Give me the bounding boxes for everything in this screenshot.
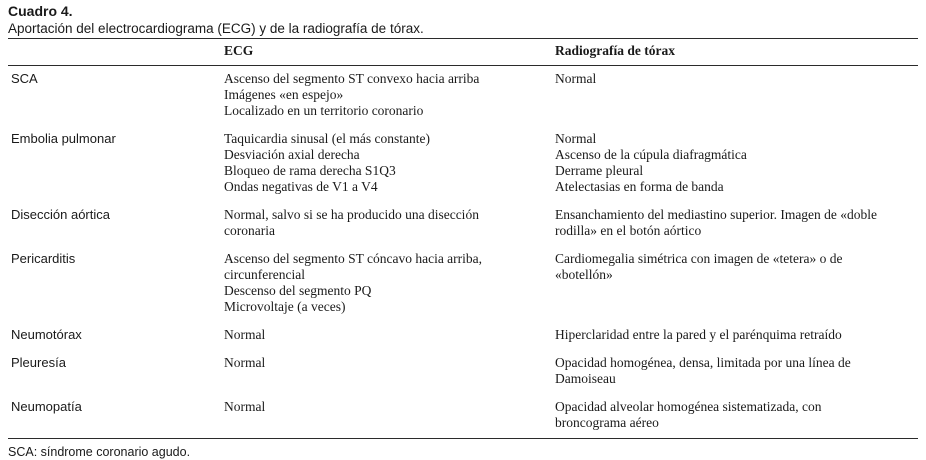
condition-cell: Pleuresía bbox=[11, 355, 66, 370]
xray-line: Normal bbox=[555, 71, 597, 86]
ecg-cell bbox=[224, 66, 555, 126]
xray-line: Ensanchamiento del mediastino superior. Imagen de «doble bbox=[555, 207, 878, 222]
table-label: Cuadro 4. bbox=[8, 3, 73, 19]
header-cell-condition bbox=[8, 39, 224, 65]
header-cell-xray: Radiografía de tórax bbox=[555, 43, 675, 58]
condition-cell: Disección aórtica bbox=[11, 207, 110, 222]
ecg-line: Ascenso del segmento ST cóncavo hacia arriba, bbox=[224, 251, 483, 266]
xray-cell bbox=[555, 202, 918, 246]
ecg-line: Desviación axial derecha bbox=[224, 147, 360, 162]
ecg-line: Bloqueo de rama derecha S1Q3 bbox=[224, 163, 396, 178]
xray-line: Cardiomegalia simétrica con imagen de «tetera» o de bbox=[555, 251, 843, 266]
table-row bbox=[8, 126, 918, 202]
ecg-line: Ondas negativas de V1 a V4 bbox=[224, 179, 378, 194]
table-body bbox=[8, 66, 918, 438]
xray-line: Opacidad homogénea, densa, limitada por una línea de bbox=[555, 355, 851, 370]
xray-cell bbox=[555, 126, 918, 202]
table-row bbox=[8, 322, 918, 350]
xray-line: broncograma aéreo bbox=[555, 415, 659, 430]
xray-cell bbox=[555, 394, 918, 438]
condition-cell: Pericarditis bbox=[11, 251, 76, 266]
condition-cell: SCA bbox=[11, 71, 38, 86]
ecg-cell bbox=[224, 394, 555, 438]
xray-cell bbox=[555, 322, 918, 350]
comparison-table bbox=[8, 39, 918, 438]
xray-cell bbox=[555, 246, 918, 322]
xray-line: Damoiseau bbox=[555, 371, 616, 386]
ecg-line: Microvoltaje (a veces) bbox=[224, 299, 346, 314]
condition-cell: Embolia pulmonar bbox=[11, 131, 116, 146]
table-row bbox=[8, 66, 918, 126]
xray-line: Opacidad alveolar homogénea sistematizada, con bbox=[555, 399, 822, 414]
xray-cell bbox=[555, 350, 918, 394]
ecg-line: Localizado en un territorio coronario bbox=[224, 103, 424, 118]
xray-line: Derrame pleural bbox=[555, 163, 644, 178]
table-row bbox=[8, 394, 918, 438]
footnote: SCA: síndrome coronario agudo. bbox=[8, 445, 191, 459]
xray-cell bbox=[555, 66, 918, 126]
ecg-cell bbox=[224, 350, 555, 394]
table-figure bbox=[8, 3, 918, 460]
table-row bbox=[8, 246, 918, 322]
xray-line: «botellón» bbox=[555, 267, 613, 282]
ecg-cell bbox=[224, 202, 555, 246]
ecg-line: Normal, salvo si se ha producido una disección bbox=[224, 207, 479, 222]
ecg-line: Normal bbox=[224, 355, 266, 370]
header-cell-ecg: ECG bbox=[224, 43, 254, 58]
xray-line: Hiperclaridad entre la pared y el parénquima retraído bbox=[555, 327, 842, 342]
ecg-cell bbox=[224, 322, 555, 350]
ecg-line: Taquicardia sinusal (el más constante) bbox=[224, 131, 430, 146]
ecg-cell bbox=[224, 126, 555, 202]
xray-line: Normal bbox=[555, 131, 597, 146]
xray-line: Ascenso de la cúpula diafragmática bbox=[555, 147, 747, 162]
ecg-line: Normal bbox=[224, 327, 266, 342]
ecg-line: Ascenso del segmento ST convexo hacia arriba bbox=[224, 71, 480, 86]
condition-cell: Neumopatía bbox=[11, 399, 82, 414]
ecg-line: circunferencial bbox=[224, 267, 305, 282]
table-caption: Aportación del electrocardiograma (ECG) y de la radiografía de tórax. bbox=[8, 21, 424, 36]
condition-cell: Neumotórax bbox=[11, 327, 82, 342]
table-row bbox=[8, 202, 918, 246]
ecg-cell bbox=[224, 246, 555, 322]
xray-line: Atelectasias en forma de banda bbox=[555, 179, 724, 194]
header-row bbox=[8, 39, 918, 65]
xray-line: rodilla» en el botón aórtico bbox=[555, 223, 702, 238]
table-row bbox=[8, 350, 918, 394]
ecg-line: coronaria bbox=[224, 223, 275, 238]
ecg-line: Imágenes «en espejo» bbox=[224, 87, 344, 102]
ecg-line: Normal bbox=[224, 399, 266, 414]
ecg-line: Descenso del segmento PQ bbox=[224, 283, 372, 298]
